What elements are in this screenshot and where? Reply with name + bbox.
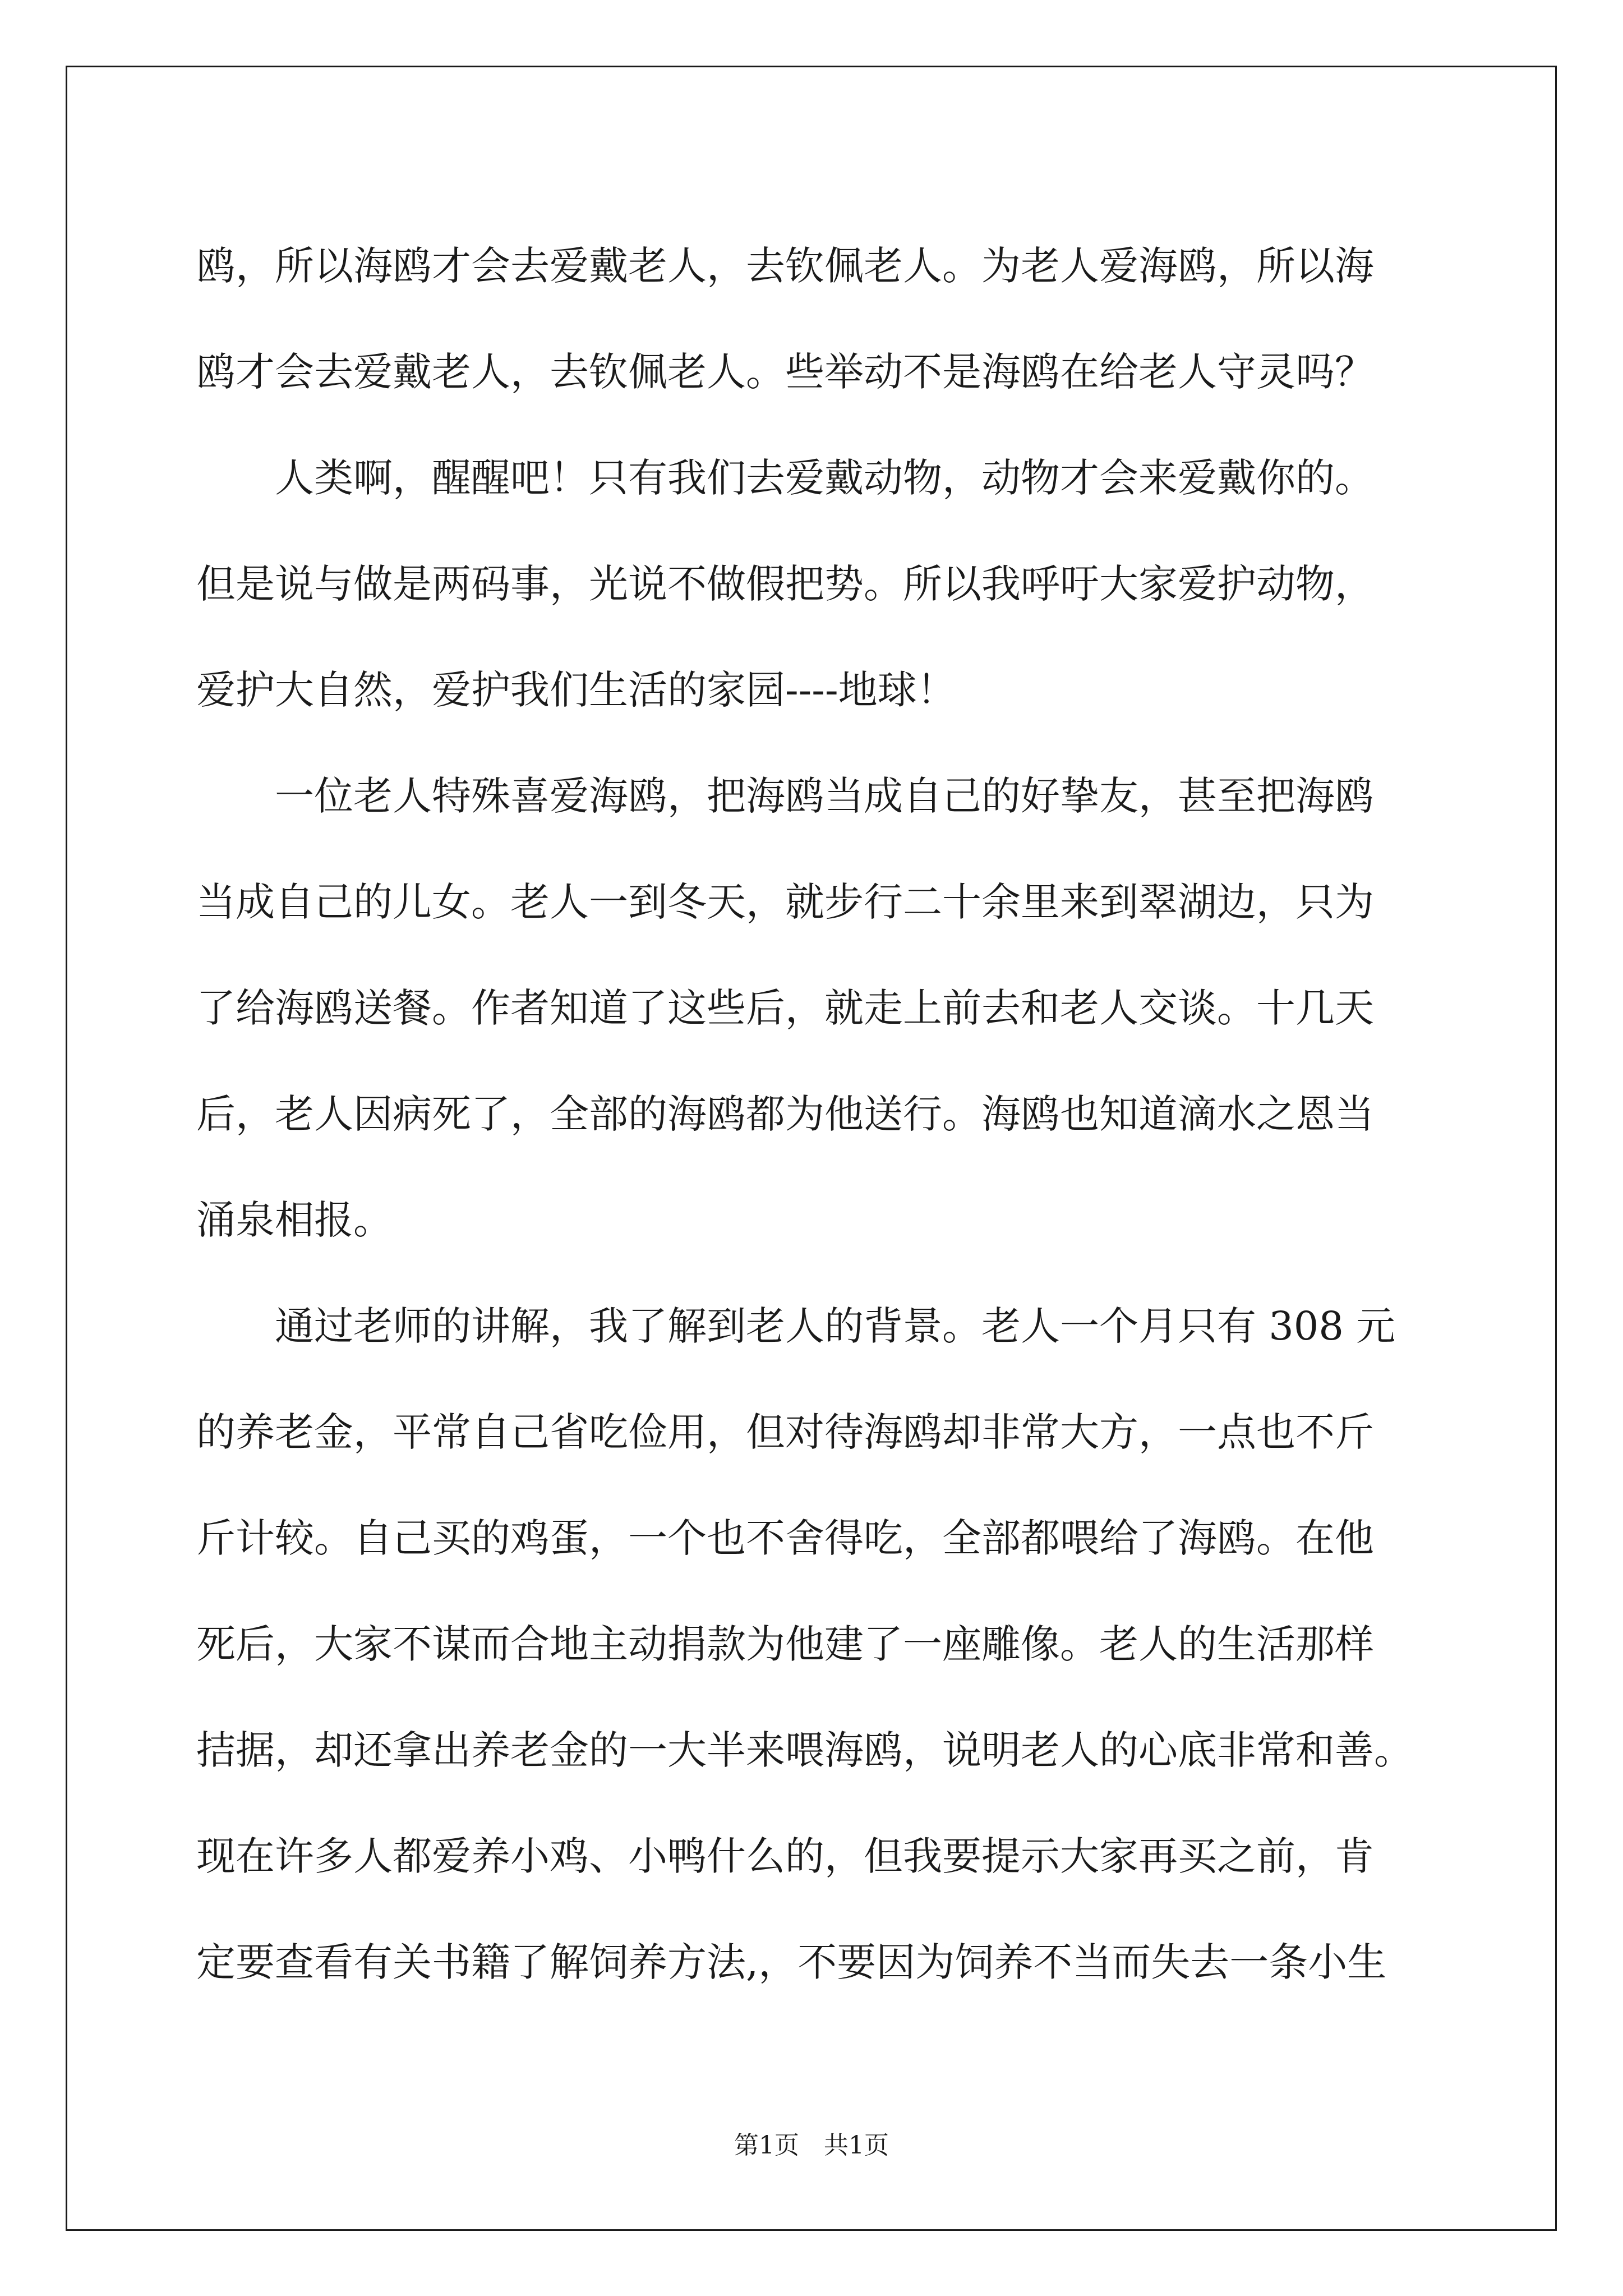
text-line-9: 后，老人因病死了，全部的海鸥都为他送行。海鸥也知道滴水之恩当 <box>196 1091 1374 1137</box>
document-body <box>196 213 1486 2016</box>
text-line-1: 鸥，所以海鸥才会去爱戴老人，去钦佩老人。为老人爱海鸥，所以海 <box>196 243 1374 289</box>
text-line-16: 现在许多人都爱养小鸡、小鸭什么的，但我要提示大家再买之前，肯 <box>196 1833 1374 1879</box>
text-line-11: 通过老师的讲解，我了解到老人的背景。老人一个月只有 308 元 <box>275 1303 1396 1349</box>
text-line-2: 鸥才会去爱戴老人，去钦佩老人。些举动不是海鸥在给老人守灵吗？ <box>196 349 1374 395</box>
text-line-8: 了给海鸥送餐。作者知道了这些后，就走上前去和老人交谈。十几天 <box>196 985 1374 1031</box>
text-line-12: 的养老金，平常自己省吃俭用，但对待海鸥却非常大方，一点也不斤 <box>196 1409 1374 1455</box>
text-line-5: 爱护大自然，爱护我们生活的家园----地球！ <box>196 667 956 713</box>
text-line-6: 一位老人特殊喜爱海鸥，把海鸥当成自己的好挚友，甚至把海鸥 <box>275 773 1374 819</box>
text-line-3: 人类啊，醒醒吧！只有我们去爱戴动物，动物才会来爱戴你的。 <box>275 455 1374 501</box>
text-line-15: 拮据，却还拿出养老金的一大半来喂海鸥，说明老人的心底非常和善。 <box>196 1727 1413 1773</box>
text-line-13: 斤计较。自己买的鸡蛋，一个也不舍得吃，全部都喂给了海鸥。在他 <box>196 1515 1374 1561</box>
page-number-footer: 第1页 共1页 <box>734 2131 889 2160</box>
text-line-4: 但是说与做是两码事，光说不做假把势。所以我呼吁大家爱护动物， <box>196 561 1374 607</box>
text-line-17: 定要查看有关书籍了解饲养方法,，不要因为饲养不当而失去一条小生 <box>196 1939 1387 1985</box>
text-line-7: 当成自己的儿女。老人一到冬天，就步行二十余里来到翠湖边，只为 <box>196 879 1374 925</box>
text-line-10: 涌泉相报。 <box>196 1197 393 1243</box>
text-line-14: 死后，大家不谋而合地主动捐款为他建了一座雕像。老人的生活那样 <box>196 1621 1374 1667</box>
